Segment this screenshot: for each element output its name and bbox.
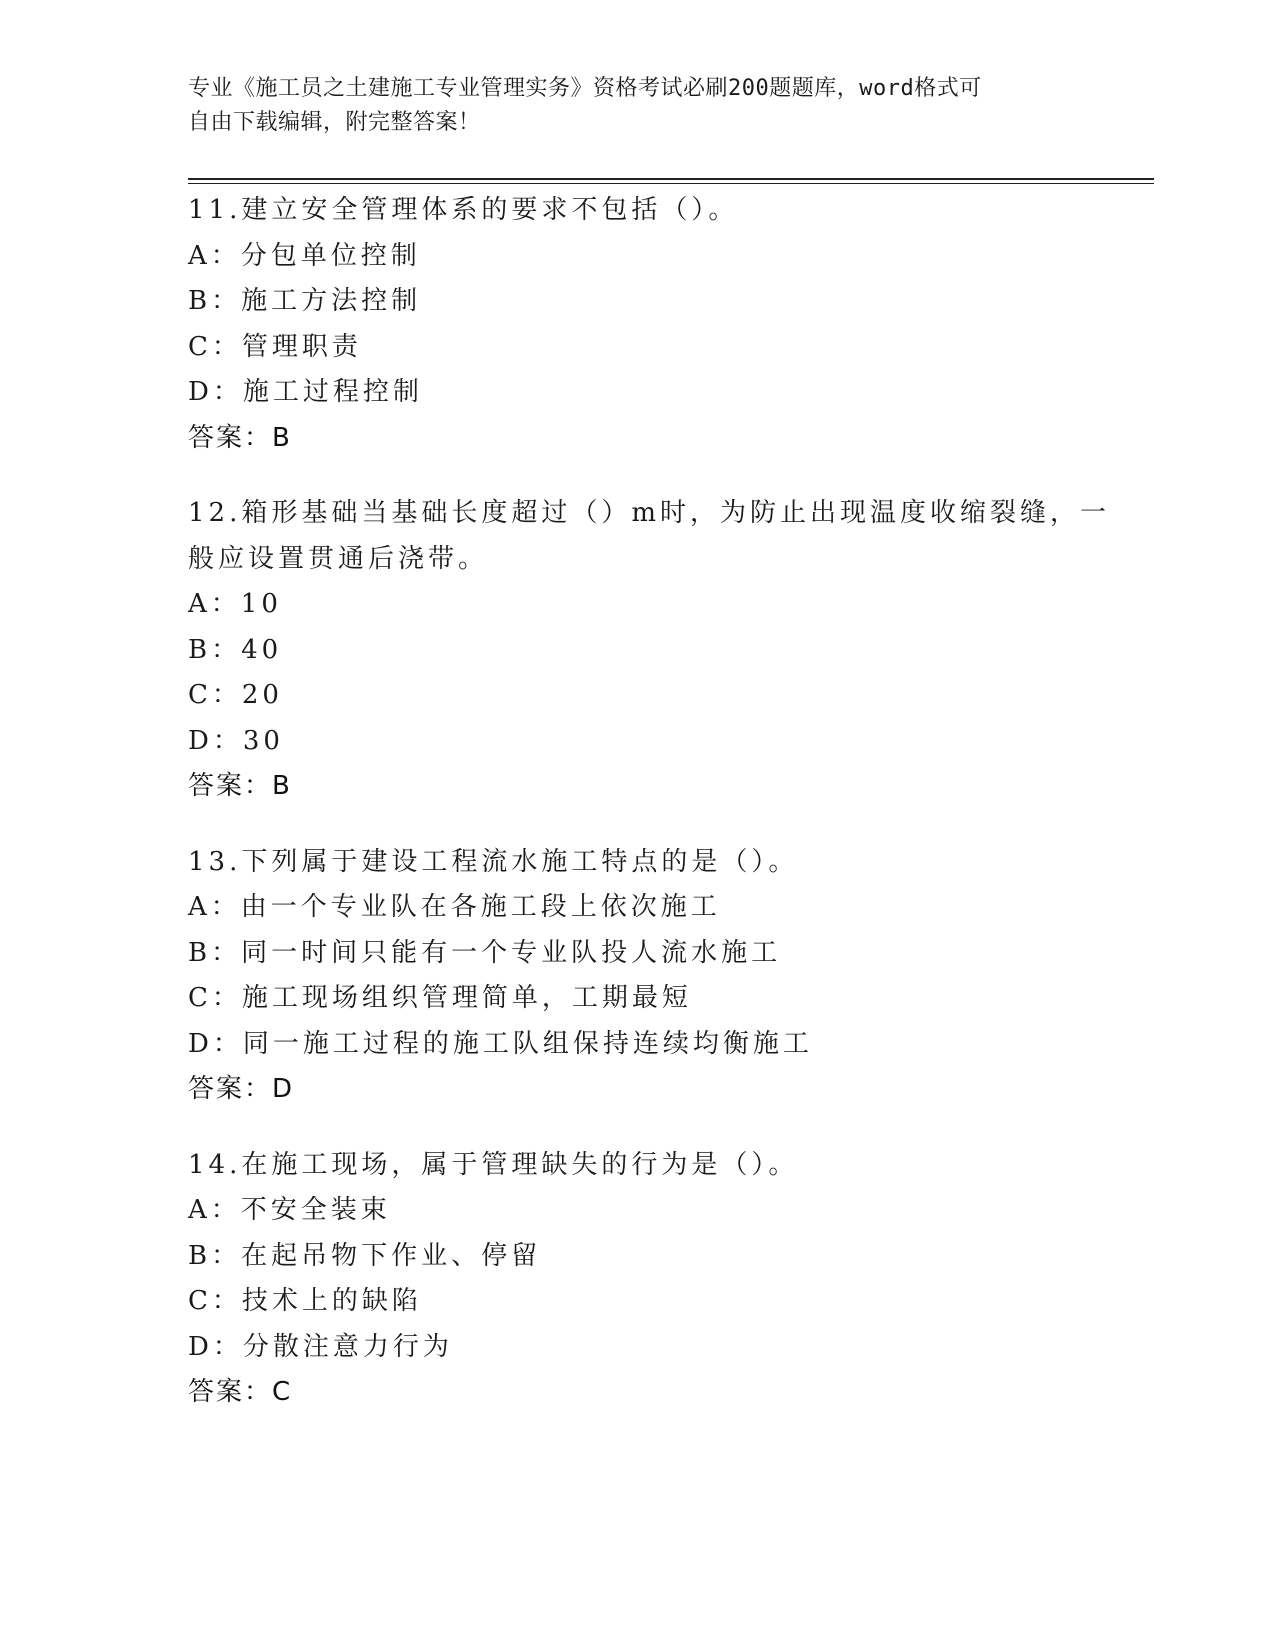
option-a: A：10 xyxy=(188,589,282,619)
answer: 答案：B xyxy=(188,422,292,453)
question-stem: 11.建立安全管理体系的要求不包括（）。 xyxy=(188,195,739,225)
answer: 答案：C xyxy=(188,1377,293,1407)
option-b: B：40 xyxy=(188,634,283,665)
option-c: C：管理职责 xyxy=(188,331,362,362)
option-d: D：分散注意力行为 xyxy=(188,1331,453,1362)
answer: 答案：D xyxy=(188,1074,295,1104)
question-14 xyxy=(188,1143,1148,1416)
question-stem-continued: 般应设置贯通后浇带。 xyxy=(188,543,489,574)
question-13 xyxy=(188,840,1148,1113)
question-12 xyxy=(188,491,1148,810)
question-11 xyxy=(188,188,1148,461)
option-c: C：施工现场组织管理简单，工期最短 xyxy=(188,983,692,1013)
header-line-2: 自由下载编辑，附完整答案！ xyxy=(188,110,481,135)
option-a: A：由一个专业队在各施工段上依次施工 xyxy=(188,892,721,922)
option-d: D：施工过程控制 xyxy=(188,377,423,407)
question-stem: 13.下列属于建设工程流水施工特点的是（）。 xyxy=(188,846,799,877)
option-c: C：技术上的缺陷 xyxy=(188,1286,422,1316)
header-divider-thin xyxy=(188,183,1154,184)
option-b: B：施工方法控制 xyxy=(188,286,422,316)
option-b: B：同一时间只能有一个专业队投人流水施工 xyxy=(188,937,782,968)
option-a: A：不安全装束 xyxy=(188,1195,391,1225)
document-header xyxy=(188,72,1068,140)
header-line-1: 专业《施工员之土建施工专业管理实务》资格考试必刷200题题库，word格式可 xyxy=(188,76,982,101)
option-d: D：同一施工过程的施工队组保持连续均衡施工 xyxy=(188,1028,813,1059)
answer: 答案：B xyxy=(188,771,292,801)
option-d: D：30 xyxy=(188,725,284,756)
option-b: B：在起吊物下作业、停留 xyxy=(188,1240,542,1271)
question-stem: 14.在施工现场，属于管理缺失的行为是（）。 xyxy=(188,1149,799,1180)
question-stem: 12.箱形基础当基础长度超过（）m时，为防止出现温度收缩裂缝，一 xyxy=(188,498,1111,528)
option-a: A：分包单位控制 xyxy=(188,240,421,271)
question-list xyxy=(188,188,1148,1446)
option-c: C：20 xyxy=(188,680,283,710)
header-divider-thick xyxy=(188,178,1154,180)
